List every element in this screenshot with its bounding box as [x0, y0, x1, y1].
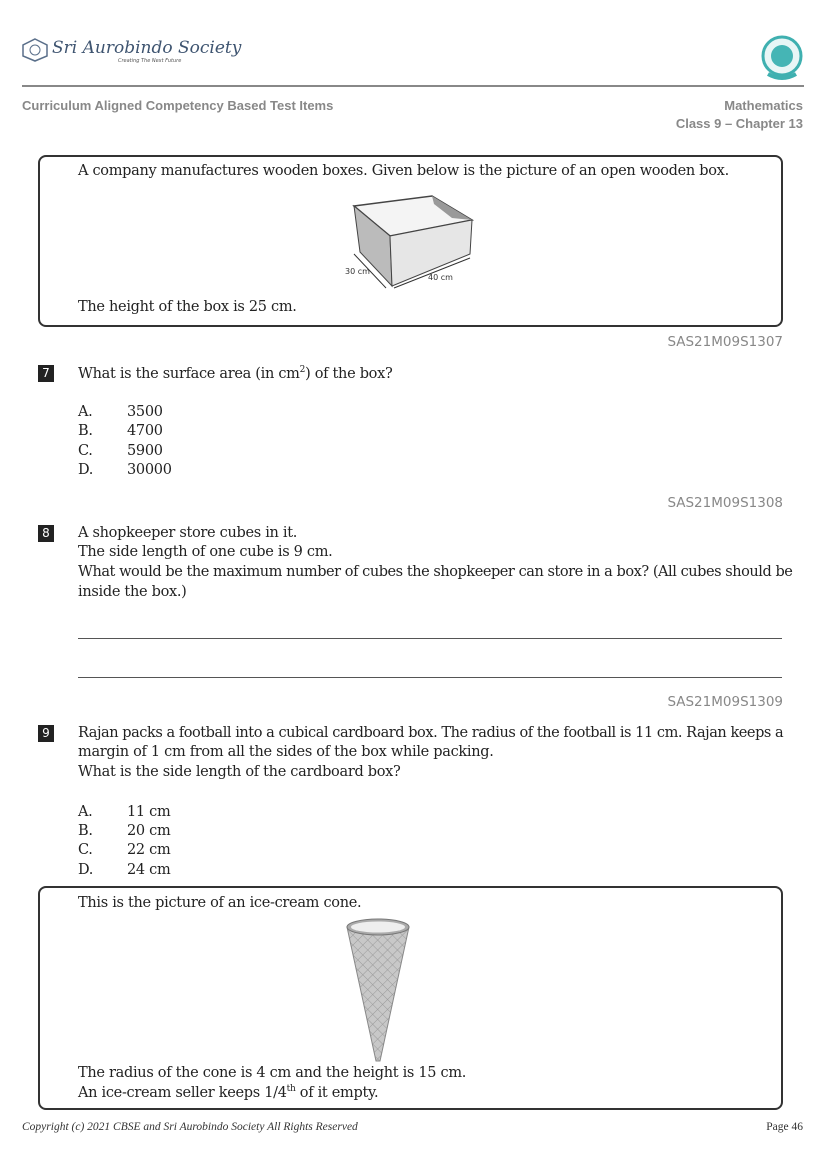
option-b[interactable]: 20 cm	[127, 823, 171, 839]
question-line: A shopkeeper store cubes in it.	[78, 525, 298, 541]
option-a[interactable]: 11 cm	[127, 804, 171, 820]
ice-cream-cone-image	[343, 915, 413, 1065]
box-height-text: The height of the box is 25 cm.	[78, 299, 297, 315]
option-b[interactable]: 4700	[127, 423, 163, 439]
question-line: What would be the maximum number of cubes the shopkeeper can store in a box? (All cubes should be	[78, 564, 793, 580]
stimulus-intro: A company manufactures wooden boxes. Given below is the picture of an open wooden box.	[78, 163, 729, 179]
open-box-image	[340, 192, 485, 292]
width-label: 30 cm	[345, 267, 370, 276]
stimulus-intro: This is the picture of an ice-cream cone.	[78, 895, 362, 911]
cbse-logo-icon	[760, 34, 804, 82]
question-line: margin of 1 cm from all the sides of the box while packing.	[78, 744, 494, 760]
option-c[interactable]: 22 cm	[127, 842, 171, 858]
option-d[interactable]: 30000	[127, 462, 172, 478]
question-line: Rajan packs a football into a cubical cardboard box. The radius of the football is 11 cm. Rajan keeps a	[78, 725, 784, 741]
question-number: 8	[38, 525, 54, 542]
option-d[interactable]: 24 cm	[127, 862, 171, 878]
option-c[interactable]: 5900	[127, 443, 163, 459]
item-code: SAS21M09S1308	[667, 495, 783, 511]
length-label: 40 cm	[428, 273, 453, 282]
option-label: B.	[78, 423, 93, 439]
option-label: D.	[78, 862, 94, 878]
question-number: 7	[38, 365, 54, 382]
header-divider	[22, 85, 804, 87]
option-label: C.	[78, 443, 93, 459]
logo-tagline: Creating The Next Future	[118, 58, 182, 64]
logo-text: Sri Aurobindo Society	[52, 38, 242, 58]
question-line: inside the box.)	[78, 584, 187, 600]
option-label: A.	[78, 804, 93, 820]
question-number: 9	[38, 725, 54, 742]
question-text: What is the surface area (in $cm^2$) of the box?	[78, 365, 393, 382]
option-label: C.	[78, 842, 93, 858]
answer-line[interactable]	[78, 638, 782, 639]
option-label: D.	[78, 462, 94, 478]
copyright: Copyright (c) 2021 CBSE and Sri Aurobindo Society All Rights Reserved	[22, 1121, 358, 1133]
sas-logo-icon	[22, 38, 48, 62]
option-label: A.	[78, 404, 93, 420]
question-line: What is the side length of the cardboard box?	[78, 764, 401, 780]
answer-line[interactable]	[78, 677, 782, 678]
item-code: SAS21M09S1307	[667, 334, 783, 350]
cone-empty-text: An ice-cream seller keeps 1/4th of it empty.	[78, 1084, 379, 1101]
option-label: B.	[78, 823, 93, 839]
doc-series-title: Curriculum Aligned Competency Based Test Items	[22, 98, 334, 113]
question-line: The side length of one cube is 9 cm.	[78, 544, 333, 560]
subject: Mathematics	[724, 98, 803, 113]
option-a[interactable]: 3500	[127, 404, 163, 420]
item-code: SAS21M09S1309	[667, 694, 783, 710]
cone-dimensions-text: The radius of the cone is 4 cm and the height is 15 cm.	[78, 1065, 467, 1081]
page-number: Page 46	[766, 1121, 803, 1133]
class-chapter: Class 9 – Chapter 13	[675, 116, 803, 131]
